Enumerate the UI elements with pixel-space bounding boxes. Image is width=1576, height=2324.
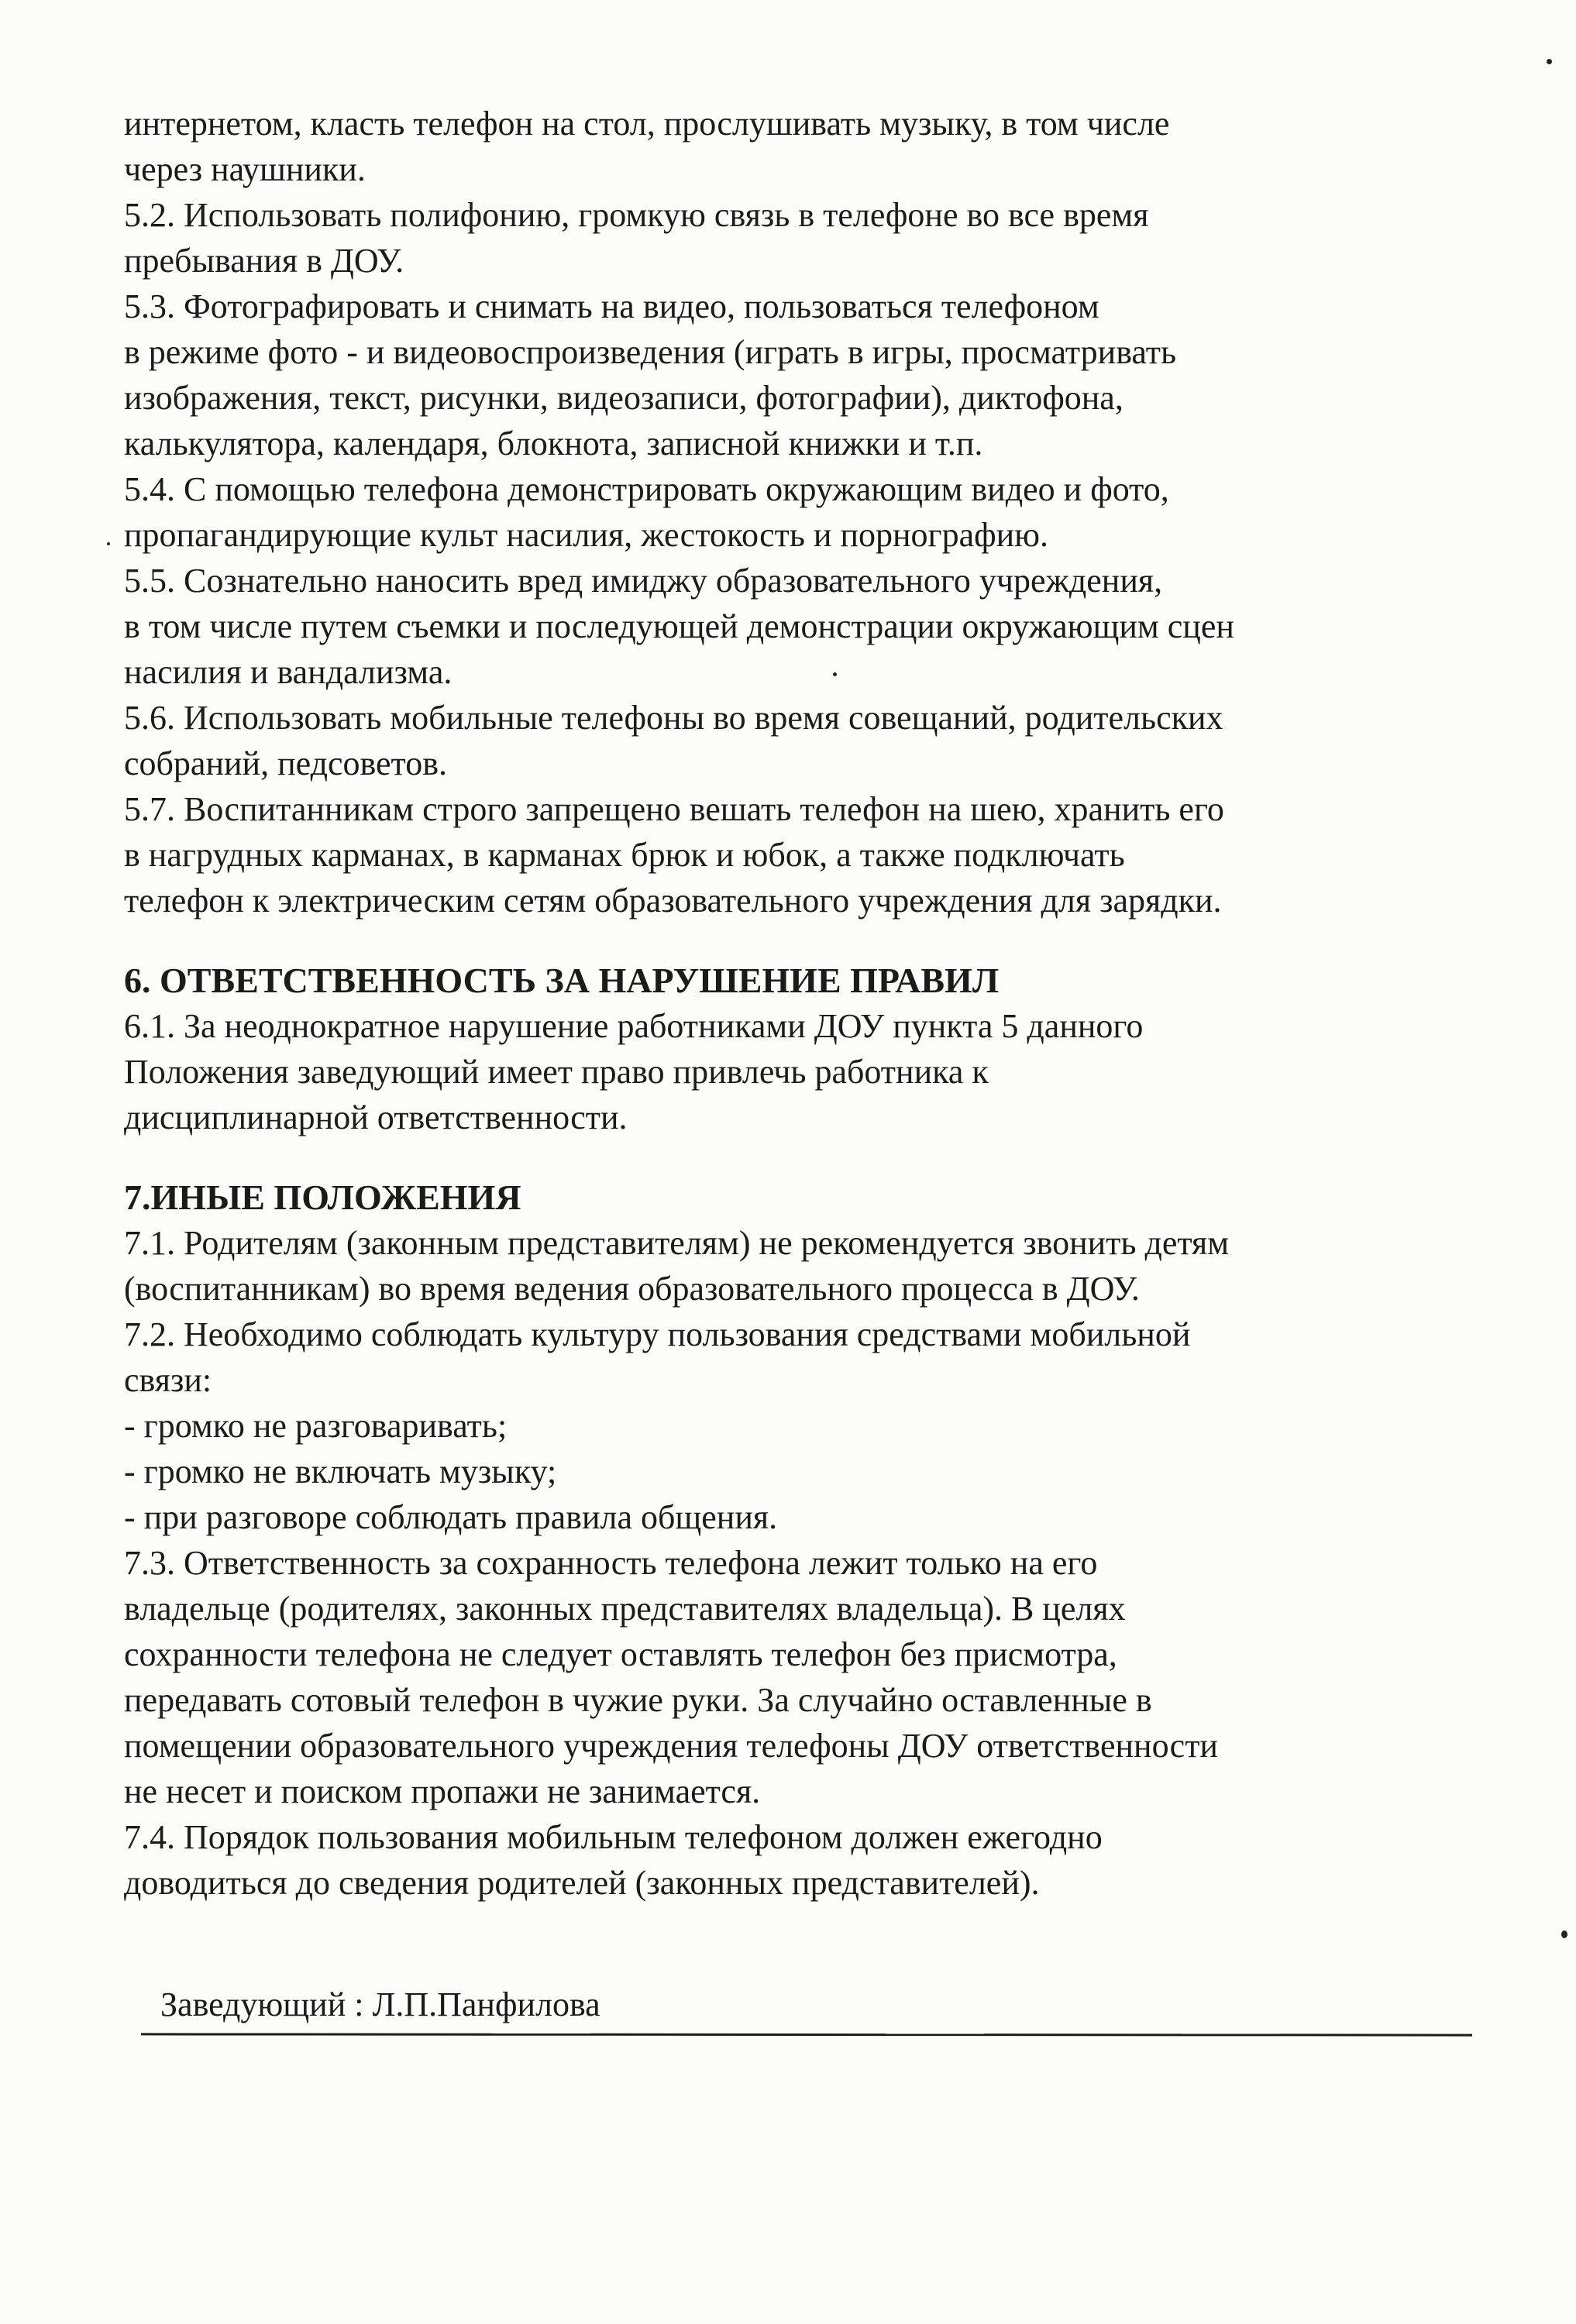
text-line: 7.2. Необходимо соблюдать культуру пользования средствами мобильной [124,1315,1191,1353]
text-line: телефон к электрическим сетям образовательного учреждения для зарядки. [124,882,1222,920]
text-line: не несет и поиском пропажи не занимается. [124,1772,761,1810]
text-line: дисциплинарной ответственности. [124,1098,628,1136]
scan-speck [107,542,110,545]
text-line: (воспитанникам) во время ведения образовательного процесса в ДОУ. [124,1270,1140,1308]
text-line: в нагрудных карманах, в карманах брюк и юбок, а также подключать [124,836,1125,874]
text-line: владельце (родителях, законных представителях владельца). В целях [124,1590,1126,1628]
text-line: изображения, текст, рисунки, видеозаписи, фотографии), диктофона, [124,379,1124,417]
scan-speck [1547,59,1552,64]
text-line: 5.6. Использовать мобильные телефоны во время совещаний, родительских [124,699,1223,737]
text-line: Положения заведующий имеет право привлечь работника к [124,1053,989,1091]
section7-heading: 7.ИНЫЕ ПОЛОЖЕНИЯ [124,1177,521,1217]
text-line: 5.4. С помощью телефона демонстрировать окружающим видео и фото, [124,470,1169,508]
text-line: 5.5. Сознательно наносить вред имиджу образовательного учреждения, [124,562,1163,600]
text-line: 5.2. Использовать полифонию, громкую связь в телефоне во все время [124,196,1149,234]
text-line: доводиться до сведения родителей (законных представителей). [124,1864,1040,1902]
text-line: калькулятора, календаря, блокнота, записной книжки и т.п. [124,425,983,462]
text-line: 7.4. Порядок пользования мобильным телефоном должен ежегодно [124,1818,1103,1856]
text-line: через наушники. [124,150,366,188]
text-line: пропагандирующие культ насилия, жестокость и порнографию. [124,516,1049,554]
text-line: 5.3. Фотографировать и снимать на видео, пользоваться телефоном [124,287,1099,325]
text-line: связи: [124,1361,212,1399]
text-line: насилия и вандализма. [124,653,452,691]
text-line: собраний, педсоветов. [124,744,447,782]
scan-speck [1561,1930,1567,1938]
text-line: - громко не включать музыку; [124,1452,557,1490]
text-line: в том числе путем съемки и последующей демонстрации окружающим сцен [124,607,1234,645]
text-line: 5.7. Воспитанникам строго запрещено вешать телефон на шею, хранить его [124,790,1224,828]
document-body [124,101,1457,1906]
text-line: пребывания в ДОУ. [124,242,404,280]
section6-heading: 6. ОТВЕТСТВЕННОСТЬ ЗА НАРУШЕНИЕ ПРАВИЛ [124,961,1000,1000]
text-line: в режиме фото - и видеовоспроизведения (играть в игры, просматривать [124,333,1177,371]
signature-underline [141,2033,1472,2036]
section-gap [124,1140,1457,1174]
scan-speck [833,672,837,676]
text-line: - громко не разговаривать; [124,1407,508,1445]
text-line: передавать сотовый телефон в чужие руки. За случайно оставленные в [124,1681,1152,1719]
text-line: - при разговоре соблюдать правила общения. [124,1498,778,1536]
text-line: помещении образовательного учреждения телефоны ДОУ ответственности [124,1727,1218,1765]
text-line: 7.3. Ответственность за сохранность телефона лежит только на его [124,1544,1098,1582]
text-line: 7.1. Родителям (законным представителям) не рекомендуется звонить детям [124,1224,1230,1262]
text-line: интернетом, класть телефон на стол, прослушивать музыку, в том числе [124,105,1170,143]
text-line: 6.1. За неоднократное нарушение работниками ДОУ пункта 5 данного [124,1007,1144,1045]
signature-line: Заведующий : Л.П.Панфилова [160,1985,600,2023]
section-gap [124,923,1457,957]
text-line: сохранности телефона не следует оставлять телефон без присмотра, [124,1635,1117,1673]
